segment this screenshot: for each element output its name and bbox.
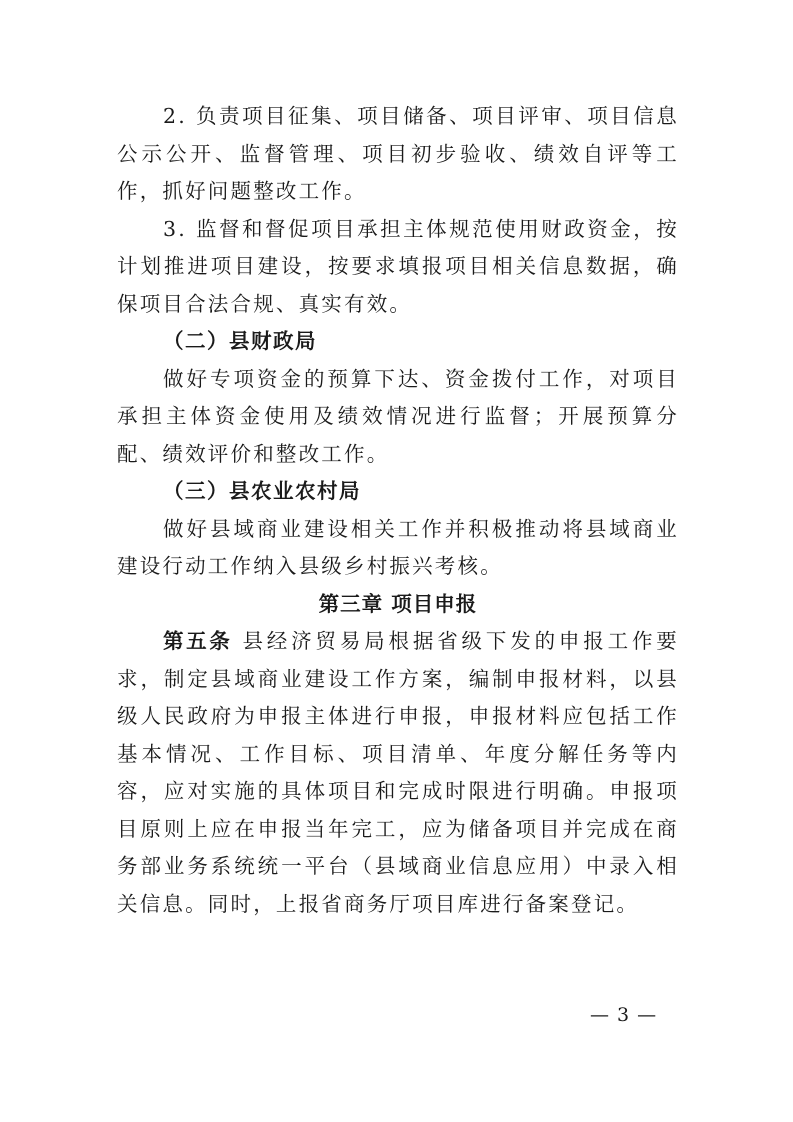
- article-label: 第五条: [163, 629, 233, 653]
- paragraph-finance-bureau: 做好专项资金的预算下达、资金拨付工作，对项目承担主体资金使用及绩效情况进行监督；开展预算分配、绩效评价和整改工作。: [117, 366, 679, 466]
- section-heading-agriculture-bureau: （三）县农业农村局: [163, 479, 361, 503]
- page-content: [117, 98, 679, 923]
- paragraph-item-3: 3. 监督和督促项目承担主体规范使用财政资金，按计划推进项目建设，按要求填报项目相关信息数据，确保项目合法合规、真实有效。: [117, 216, 679, 316]
- paragraph-item-2: 2. 负责项目征集、项目储备、项目评审、项目信息公示公开、监督管理、项目初步验收、绩效自评等工作，抓好问题整改工作。: [117, 104, 679, 203]
- page-number: — 3 —: [590, 1004, 658, 1026]
- section-heading-finance-bureau: （二）县财政局: [163, 329, 317, 353]
- article-5-body: 县经济贸易局根据省级下发的申报工作要求，制定县域商业建设工作方案，编制申报材料，以县级人民政府为申报主体进行申报，申报材料应包括工作基本情况、工作目标、项目清单、年度分解任务等内容，应对实施的具体项目和完成时限进行明确。申报项目原则上应在申报当年完工，应为储备项目并完成在商务部业务系统统一平台（县域商业信息应用）中录入相关信息。同时，上报省商务厅项目库进行备案登记。: [117, 629, 679, 916]
- chapter-title: 第三章 项目申报: [318, 591, 478, 616]
- article-5-paragraph: [117, 623, 679, 923]
- paragraph-agriculture-bureau: 做好县域商业建设相关工作并积极推动将县域商业建设行动工作纳入县级乡村振兴考核。: [117, 516, 679, 578]
